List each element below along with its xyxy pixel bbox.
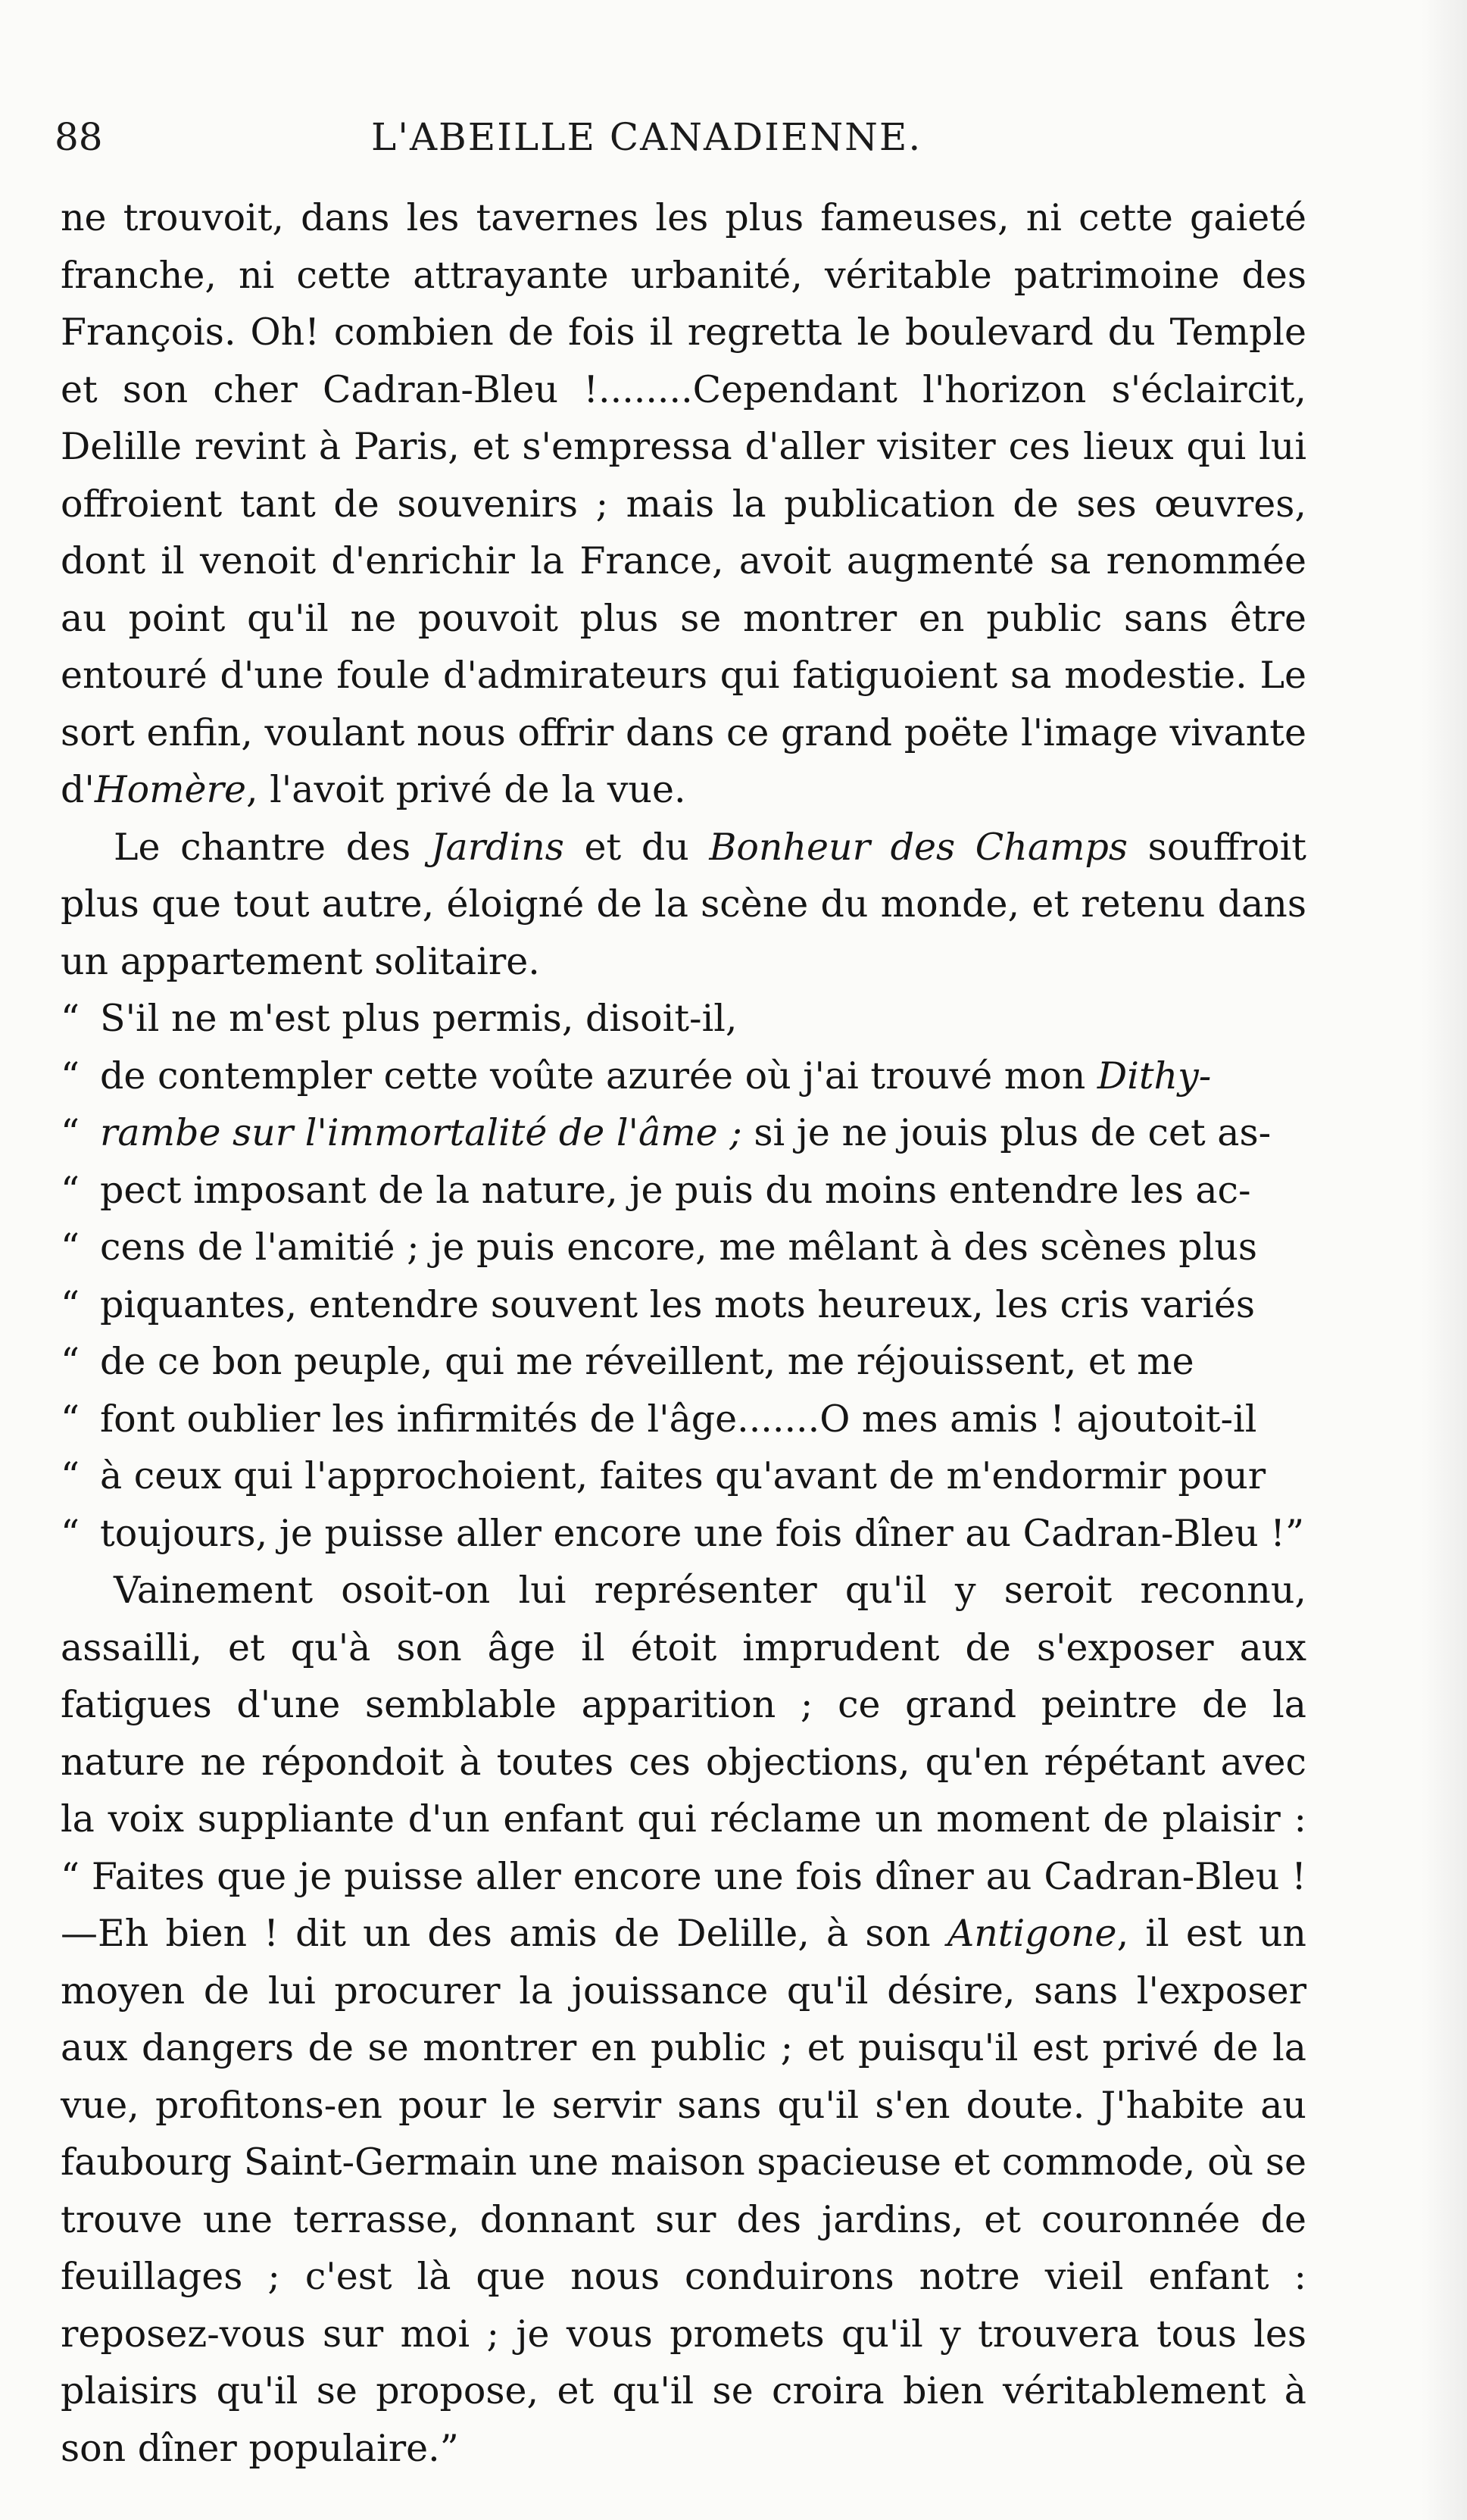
paragraph-2-start: Le chantre des (114, 825, 431, 869)
quote-line (61, 1391, 1306, 1448)
paragraph-1-end: , l'avoit privé de la vue. (245, 768, 686, 811)
paragraph-3-rest: , il est un moyen de lui procurer la jouissance qu'il désire, sans l'exposer aux dangers de se montrer en public ; et puisqu'il est privé de la vue, profitons-en pour le servir sans qu'il s'en doute. J'habite au faubourg Saint-Germain une maison spacieuse et commode, où se trouve une terrasse, donnant sur des jardins, et couronnée de feuillages ; c'est là que nous conduirons notre vieil enfant : reposez-vous sur moi ; je vous promets qu'il y trouvera tous les plaisirs qu'il se propose, et qu'il se croira bien véritablement à son dîner populaire.” (61, 1912, 1306, 2470)
page-edge-shadow (1422, 0, 1467, 2520)
paragraph-2-rest: souffroit plus que tout autre, éloigné de la scène du monde, et retenu dans un appartement solitaire. (61, 825, 1306, 983)
quote-line-text: font oublier les infirmités de l'âge.......O mes amis ! ajoutoit-il (100, 1397, 1257, 1441)
running-title: L'ABEILLE CANADIENNE. (371, 115, 922, 159)
quote-line-text: à ceux qui l'approchoient, faites qu'avant de m'endormir pour (100, 1454, 1266, 1497)
quote-line (61, 1447, 1306, 1505)
quote-mark: “ (61, 1111, 80, 1154)
quote-line (61, 990, 1306, 1048)
body-text (61, 189, 1306, 2477)
quote-mark: “ (61, 1511, 80, 1555)
paragraph-1-text: ne trouvoit, dans les tavernes les plus fameuses, ni cette gaieté franche, ni cette attrayante urbanité, véritable patrimoine des François. Oh! combien de fois il regretta le boulevard du Temple et son cher Cadran-Bleu !........Cependant l'horizon s'éclaircit, Delille revint à Paris, et s'empressa d'aller visiter ces lieux qui lui offroient tant de souvenirs ; mais la publication de ses œuvres, dont il venoit d'enrichir la France, avoit augmenté sa renommée au point qu'il ne pouvoit plus se montrer en public sans être entouré d'une foule d'admirateurs qui fatiguoient sa modestie. Le sort enfin, voulant nous offrir dans ce grand poëte l'image vivante d' (61, 196, 1306, 811)
paragraph-2-italic-bonheur: Bonheur des Champs (709, 825, 1128, 869)
quote-mark: “ (61, 1226, 80, 1269)
paragraph-1-italic: Homère (94, 768, 246, 811)
paragraph-3-start: Vainement osoit-on lui représenter qu'il y seroit reconnu, assailli, et qu'à son âge il étoit imprudent de s'exposer aux fatigues d'une semblable apparition ; ce grand peintre de la nature ne répondoit à toutes ces objections, qu'en répétant avec la voix suppliante d'un enfant qui réclame un moment de plaisir : “ Faites que je puisse aller encore une fois dîner au Cadran-Bleu !—Eh bien ! dit un des amis de Delille, à son (61, 1569, 1306, 1955)
quote-line (61, 1333, 1306, 1391)
paragraph-3-italic-antigone: Antigone (947, 1912, 1117, 1955)
paragraph-1 (61, 189, 1306, 819)
quote-line-text: de contempler cette voûte azurée où j'ai trouvé mon (100, 1054, 1097, 1098)
quote-line-italic: rambe sur l'immortalité de l'âme ; (100, 1111, 742, 1154)
quote-block (61, 990, 1306, 1562)
quote-mark: “ (61, 1454, 80, 1497)
quote-line (61, 1505, 1306, 1563)
quote-line-text: toujours, je puisse aller encore une fois dîner au Cadran-Bleu !” (100, 1511, 1305, 1555)
paragraph-2-italic-jardins: Jardins (430, 825, 564, 869)
page-number: 88 (55, 115, 103, 159)
quote-line (61, 1162, 1306, 1219)
quote-line-text-end: si je ne jouis plus de cet as- (741, 1111, 1272, 1154)
quote-mark: “ (61, 1397, 80, 1441)
paragraph-2 (61, 819, 1306, 991)
quote-line-text: S'il ne m'est plus permis, disoit-il, (100, 997, 738, 1040)
quote-line (61, 1048, 1306, 1105)
quote-mark: “ (61, 1168, 80, 1212)
quote-line (61, 1104, 1306, 1162)
quote-line-text: cens de l'amitié ; je puis encore, me mêlant à des scènes plus (100, 1226, 1258, 1269)
quote-mark: “ (61, 1054, 80, 1098)
quote-line-text: piquantes, entendre souvent les mots heureux, les cris variés (100, 1282, 1256, 1326)
quote-line (61, 1276, 1306, 1334)
paragraph-2-mid: et du (563, 825, 710, 869)
quote-mark: “ (61, 1340, 80, 1383)
quote-line-text: de ce bon peuple, qui me réveillent, me réjouissent, et me (100, 1340, 1194, 1383)
paragraph-3 (61, 1562, 1306, 2477)
quote-line (61, 1219, 1306, 1276)
quote-line-italic: Dithy- (1097, 1054, 1212, 1098)
quote-mark: “ (61, 997, 80, 1040)
quote-mark: “ (61, 1282, 80, 1326)
page-header (55, 115, 1304, 168)
quote-line-text: pect imposant de la nature, je puis du moins entendre les ac- (100, 1168, 1251, 1212)
